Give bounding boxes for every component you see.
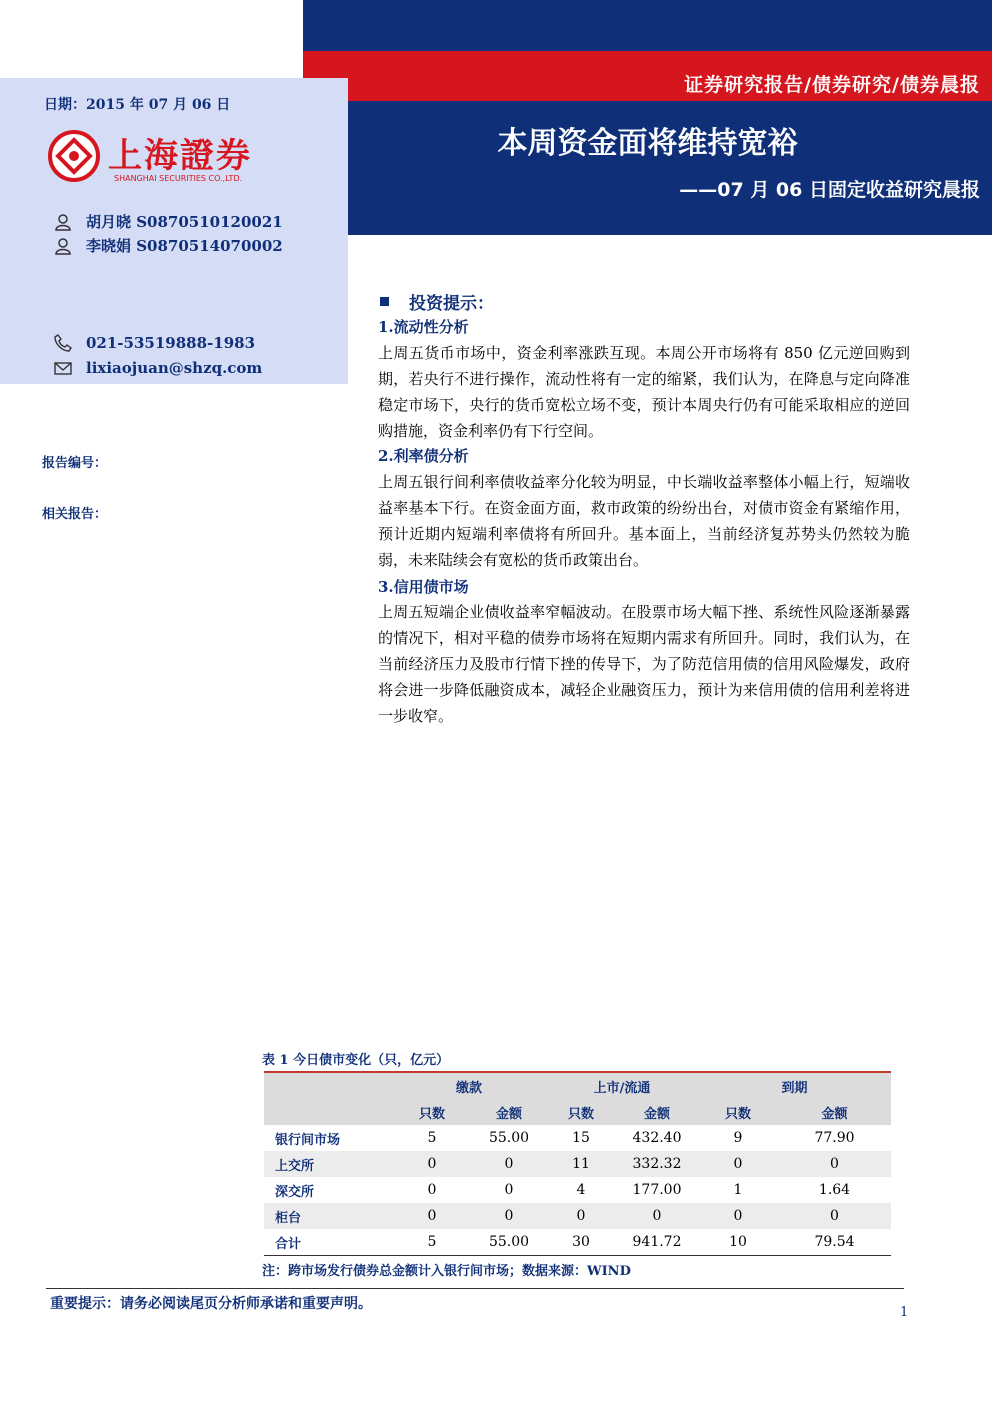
table-cell: 0 [427,1182,437,1198]
table-group-header-row [264,1072,891,1099]
table-cell: 0 [472,1151,546,1177]
tips-heading-text: 投资提示： [409,294,494,314]
table-header-cell [264,1099,392,1125]
section-text-liquidity: 上周五货币市场中，资金利率涨跌互现。本周公开市场将有 850 亿元逆回购到期，若央行不进行操作，流动性将有一定的缩紧，我们认为，在降息与定向降准稳定市场下，央行的货币宽松立场不变，预计本周央行仍有可能采取相应的逆回购措施，资金利率仍有下行空间。 [378,344,910,440]
author-row [54,211,283,232]
logo-english: SHANGHAI SECURITIES CO.,LTD. [114,174,243,183]
table-note: 注：跨市场发行债券总金额计入银行间市场；数据来源：WIND [262,1264,631,1279]
table-cell: 0 [698,1203,778,1229]
table-cell: 79.54 [778,1229,891,1256]
square-bullet-icon [380,297,389,306]
section-title-rate-bonds: 2.利率债分析 [378,447,469,465]
report-number-label: 报告编号： [42,456,108,471]
table-cell: 0 [546,1203,616,1229]
table-cell: 15 [572,1130,590,1146]
report-category: 证券研究报告/债券研究/债券晨报 [684,74,980,96]
tips-heading [380,289,494,314]
table-cell: 0 [392,1203,472,1229]
table-subheader-row [264,1099,891,1125]
table-cell: 0 [392,1151,472,1177]
table-cell: 0 [472,1203,546,1229]
table-group-header: 缴款 [392,1072,546,1099]
logo-text: 上海證券 [108,136,252,176]
table-cell: 432.40 [632,1130,682,1146]
table-row [264,1203,891,1229]
table-subheader: 金额 [778,1099,891,1125]
email-row [54,359,262,377]
row-label: 合计 [264,1229,392,1256]
section-title-liquidity: 1.流动性分析 [378,318,469,336]
row-label: 深交所 [275,1184,315,1200]
author-name: 胡月晓 S0870510120021 [86,213,283,231]
table-subheader: 只数 [698,1099,778,1125]
table-cell: 5 [392,1229,472,1256]
table-cell: 30 [546,1229,616,1256]
table-cell: 0 [616,1203,698,1229]
section-title-credit-bonds: 3.信用债市场 [378,578,469,596]
phone-icon [54,334,72,352]
footer-disclaimer: 重要提示：请务必阅读尾页分析师承诺和重要声明。 [50,1296,372,1312]
table-row [264,1125,891,1151]
person-icon [54,237,72,255]
row-label: 柜台 [264,1203,392,1229]
author-name: 李晓娟 S0870514070002 [86,237,283,255]
table-cell: 1 [733,1182,743,1198]
table-header-cell [264,1072,392,1099]
table-subheader: 金额 [616,1099,698,1125]
table-subheader: 金额 [472,1099,546,1125]
envelope-icon [54,359,72,377]
table-cell: 1.64 [818,1182,851,1198]
table-cell: 941.72 [616,1229,698,1256]
table-cell: 0 [778,1203,891,1229]
table-cell: 55.00 [472,1229,546,1256]
page-number: 1 [900,1305,909,1320]
table-row [264,1151,891,1177]
row-label: 银行间市场 [275,1132,341,1148]
table-cell: 5 [427,1130,437,1146]
table-cell: 4 [576,1182,586,1198]
table-cell: 0 [504,1182,514,1198]
report-title: 本周资金面将维持宽裕 [497,126,798,161]
person-icon [54,213,72,231]
table-group-header: 上市/流通 [546,1072,698,1099]
phone-row [54,334,255,352]
table-cell: 0 [698,1151,778,1177]
email-address[interactable]: lixiaojuan@shzq.com [86,359,263,377]
table-cell: 0 [778,1151,891,1177]
report-date: 日期：2015 年 07 月 06 日 [44,97,231,113]
table-cell: 9 [733,1130,743,1146]
table-cell: 11 [546,1151,616,1177]
report-subtitle: ——07 月 06 日固定收益研究晨报 [679,179,980,201]
table-cell: 10 [698,1229,778,1256]
table-cell: 177.00 [632,1182,682,1198]
company-logo [44,126,284,190]
table-total-row [264,1229,891,1256]
table-row [264,1177,891,1203]
header-top-band [303,0,992,51]
section-text-rate-bonds: 上周五银行间利率债收益率分化较为明显，中长端收益率整体小幅上行，短端收益率基本下行。在资金面方面，救市政策的纷纷出台，对债市资金有紧缩作用，预计近期内短端利率债将有所回升。基本面上，当前经济复苏势头仍然较为脆弱，未来陆续会有宽松的货币政策出台。 [378,473,910,569]
phone-number: 021-53519888-1983 [86,334,256,352]
table-group-header: 到期 [698,1072,891,1099]
table-subheader: 只数 [546,1099,616,1125]
row-label: 上交所 [264,1151,392,1177]
table-cell: 332.32 [616,1151,698,1177]
table-subheader: 只数 [392,1099,472,1125]
sidebar-panel-extension [303,235,348,384]
related-reports-label: 相关报告： [42,507,108,522]
author-row [54,235,283,256]
footer-divider [46,1288,904,1289]
table-title: 表 1 今日债市变化（只，亿元） [262,1053,450,1068]
table-cell: 55.00 [488,1130,530,1146]
section-text-credit-bonds: 上周五短端企业债收益率窄幅波动。在股票市场大幅下挫、系统性风险逐渐暴露的情况下，相对平稳的债券市场将在短期内需求有所回升。同时，我们认为，在当前经济压力及股市行情下挫的传导下，为了防范信用债的信用风险爆发，政府将会进一步降低融资成本，减轻企业融资压力，预计为来信用债的信用利差将进一步收窄。 [378,603,910,725]
bond-market-table [264,1071,891,1256]
table-cell: 77.90 [814,1130,855,1146]
